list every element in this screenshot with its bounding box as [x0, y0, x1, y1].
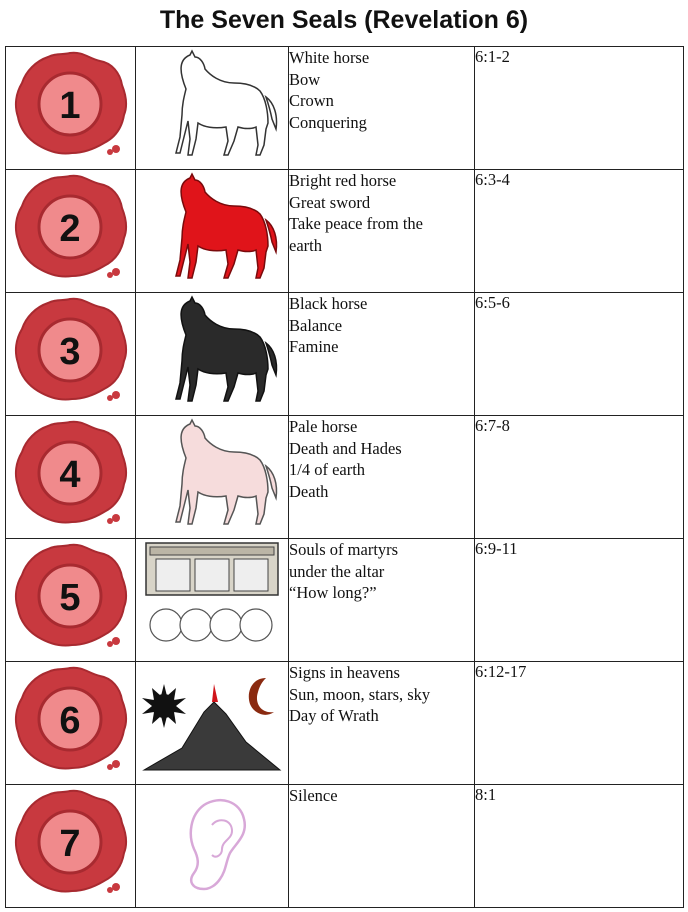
seal-number: 5 — [58, 577, 81, 619]
description-line: Great sword — [289, 192, 371, 212]
wax-seal-icon — [12, 787, 130, 897]
description-line: Crown — [289, 91, 334, 110]
description-line: Day of Wrath — [289, 706, 379, 725]
seal-cell — [6, 539, 136, 662]
description-cell — [289, 293, 475, 416]
scripture-reference: 6:3-4 — [475, 170, 684, 293]
wax-seal-icon — [12, 541, 130, 651]
description-line: Black horse — [289, 294, 368, 313]
pale-horse-image — [136, 416, 289, 539]
seal-number: 3 — [58, 331, 81, 373]
seal-number: 6 — [58, 700, 81, 742]
wax-seal-icon — [12, 295, 130, 405]
description-line: Souls of martyrs — [289, 540, 399, 559]
seal-number: 4 — [58, 454, 81, 496]
description-line: Bow — [289, 69, 321, 89]
seal-cell — [6, 170, 136, 293]
description-cell — [289, 662, 475, 785]
description-line: Take peace from the — [289, 214, 423, 233]
description-line: earth — [289, 235, 322, 255]
seal-cell — [6, 416, 136, 539]
description-line: White horse — [289, 48, 370, 67]
seal-row — [6, 416, 684, 539]
seal-number: 2 — [58, 208, 81, 250]
seal-cell — [6, 785, 136, 908]
description-line: Sun, moon, stars, sky — [289, 684, 431, 704]
seals-table — [5, 46, 684, 908]
seal-row — [6, 785, 684, 908]
description-cell — [289, 539, 475, 662]
description-line: Pale horse — [289, 417, 358, 436]
scripture-reference: 6:7-8 — [475, 416, 684, 539]
seal-row — [6, 662, 684, 785]
sun-moon-mountain-image — [136, 662, 289, 785]
red-horse-image — [136, 170, 289, 293]
seal-row — [6, 539, 684, 662]
seal-row — [6, 47, 684, 170]
scripture-reference: 8:1 — [475, 785, 684, 908]
white-horse-image — [136, 47, 289, 170]
seal-row — [6, 293, 684, 416]
scripture-reference: 6:9-11 — [475, 539, 684, 662]
description-cell — [289, 170, 475, 293]
seal-cell — [6, 293, 136, 416]
description-line: 1/4 of earth — [289, 460, 366, 479]
description-line: Famine — [289, 337, 339, 356]
description-cell — [289, 416, 475, 539]
description-line: Bright red horse — [289, 171, 397, 190]
wax-seal-icon — [12, 49, 130, 159]
seal-row — [6, 170, 684, 293]
altar-souls-image — [136, 539, 289, 662]
description-line: Death and Hades — [289, 438, 402, 458]
description-cell — [289, 785, 475, 908]
seal-number: 7 — [58, 823, 81, 865]
seal-cell — [6, 662, 136, 785]
scripture-reference: 6:1-2 — [475, 47, 684, 170]
description-line: Silence — [289, 786, 338, 805]
scripture-reference: 6:5-6 — [475, 293, 684, 416]
black-horse-image — [136, 293, 289, 416]
seal-cell — [6, 47, 136, 170]
seal-number: 1 — [58, 85, 81, 127]
wax-seal-icon — [12, 664, 130, 774]
description-line: Balance — [289, 315, 343, 335]
description-line: Conquering — [289, 112, 367, 132]
description-cell — [289, 47, 475, 170]
description-line: Death — [289, 481, 329, 501]
page-title: The Seven Seals (Revelation 6) — [159, 6, 529, 34]
scripture-reference: 6:12-17 — [475, 662, 684, 785]
description-line: “How long?” — [289, 583, 377, 602]
wax-seal-icon — [12, 418, 130, 528]
description-line: Signs in heavens — [289, 663, 400, 682]
ear-image — [136, 785, 289, 908]
description-line: under the altar — [289, 561, 385, 581]
wax-seal-icon — [12, 172, 130, 282]
